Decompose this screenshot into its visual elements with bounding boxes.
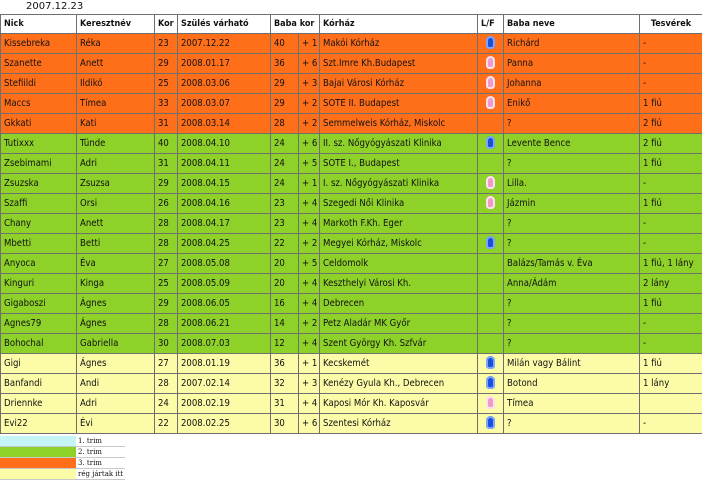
plus-sign: + [302, 237, 310, 249]
table-row [1, 254, 702, 274]
cell-baby-weeks[interactable]: 36 [271, 54, 299, 74]
cell-due-date[interactable]: 2008.04.17 [178, 214, 271, 234]
baby-girl-icon [486, 176, 495, 189]
cell-baby-name[interactable]: ? [504, 334, 640, 354]
cell-siblings[interactable]: 1 fiú, 1 lány [640, 254, 702, 274]
cell-first-name[interactable]: Adri [77, 394, 155, 414]
cell-baby-name[interactable]: ? [504, 294, 640, 314]
legend-label: 3. trim [76, 458, 125, 469]
cell-baby-days: 4 [311, 217, 318, 229]
cell-first-name[interactable]: Anett [77, 214, 155, 234]
cell-hospital[interactable]: Szt.Imre Kh.Budapest [320, 54, 478, 74]
legend-swatch [0, 469, 76, 480]
cell-hospital[interactable]: Kenézy Gyula Kh., Debrecen [320, 374, 478, 394]
cell-due-date[interactable]: 2008.04.25 [178, 234, 271, 254]
table-row [1, 74, 702, 94]
cell-due-date[interactable]: 2008.04.11 [178, 154, 271, 174]
cell-siblings[interactable]: - [640, 214, 702, 234]
color-legend [0, 436, 125, 480]
cell-baby-name[interactable]: Balázs/Tamás v. Éva [504, 254, 640, 274]
cell-baby-weeks[interactable]: 22 [271, 234, 299, 254]
cell-baby-days: 2 [311, 97, 318, 109]
cell-baby-plus[interactable] [299, 74, 320, 94]
cell-gender[interactable] [478, 374, 504, 394]
cell-gender[interactable] [478, 174, 504, 194]
cell-baby-plus[interactable] [299, 294, 320, 314]
table-row [1, 374, 702, 394]
plus-sign: + [302, 357, 310, 369]
cell-baby-weeks[interactable]: 29 [271, 74, 299, 94]
legend-label: rég jártak itt [78, 470, 124, 478]
cell-first-name[interactable]: Tünde [77, 134, 155, 154]
cell-gender[interactable] [478, 34, 504, 54]
cell-gender[interactable] [478, 54, 504, 74]
cell-siblings[interactable]: 1 fiú [640, 294, 702, 314]
table-row [1, 294, 702, 314]
plus-sign: + [302, 317, 310, 329]
cell-baby-name[interactable]: Levente Bence [504, 134, 640, 154]
cell-due-date[interactable]: 2008.05.08 [178, 254, 271, 274]
cell-age[interactable]: 29 [155, 294, 178, 314]
cell-siblings[interactable]: 2 lány [640, 274, 702, 294]
cell-gender[interactable] [478, 354, 504, 374]
cell-baby-name[interactable]: Tímea [504, 394, 640, 414]
cell-first-name[interactable]: Ágnes [77, 354, 155, 374]
table-row [1, 314, 702, 334]
cell-first-name[interactable]: Gabriella [77, 334, 155, 354]
plus-sign: + [302, 277, 310, 289]
cell-baby-weeks[interactable]: 31 [271, 394, 299, 414]
cell-first-name[interactable]: Zsuzsa [77, 174, 155, 194]
cell-baby-days: 3 [311, 77, 318, 89]
cell-baby-name[interactable]: ? [504, 114, 640, 134]
baby-girl-icon [486, 96, 495, 109]
baby-girl-icon [486, 196, 495, 209]
cell-age[interactable]: 28 [155, 214, 178, 234]
cell-baby-weeks[interactable]: 32 [271, 374, 299, 394]
cell-hospital[interactable]: Kaposi Mór Kh. Kaposvár [320, 394, 478, 414]
cell-hospital[interactable]: SOTE II. Budapest [320, 94, 478, 114]
cell-siblings[interactable]: - [640, 174, 702, 194]
cell-nick[interactable]: Stefiildi [1, 74, 77, 94]
baby-boy-icon [486, 356, 495, 369]
cell-hospital[interactable]: II. sz. Nőgyógyászati Klinika [320, 134, 478, 154]
cell-baby-plus[interactable] [299, 174, 320, 194]
cell-nick[interactable]: Chany [1, 214, 77, 234]
cell-baby-weeks[interactable]: 16 [271, 294, 299, 314]
legend-label: 2. trim [76, 447, 125, 458]
table-row [1, 394, 702, 414]
cell-gender[interactable] [478, 94, 504, 114]
cell-baby-weeks[interactable]: 20 [271, 254, 299, 274]
cell-baby-plus[interactable] [299, 34, 320, 54]
cell-first-name[interactable]: Andi [77, 374, 155, 394]
cell-baby-weeks[interactable]: 24 [271, 174, 299, 194]
cell-hospital[interactable]: I. sz. Nőgyógyászati Klinika [320, 174, 478, 194]
table-row [1, 274, 702, 294]
legend-item [0, 436, 125, 447]
cell-baby-weeks[interactable]: 29 [271, 94, 299, 114]
cell-due-date[interactable]: 2008.02.19 [178, 394, 271, 414]
cell-baby-weeks[interactable]: 28 [271, 114, 299, 134]
cell-baby-days: 6 [311, 137, 318, 149]
plus-sign: + [302, 117, 310, 129]
cell-first-name[interactable]: Adri [77, 154, 155, 174]
cell-baby-days: 5 [311, 157, 318, 169]
table-row [1, 414, 702, 434]
cell-hospital[interactable]: Szentesi Kórház [320, 414, 478, 434]
cell-nick[interactable]: Anyoca [1, 254, 77, 274]
header-row [1, 15, 702, 34]
cell-first-name[interactable]: Ágnes [77, 314, 155, 334]
cell-age[interactable]: 28 [155, 314, 178, 334]
cell-first-name[interactable]: Betti [77, 234, 155, 254]
baby-boy-icon [486, 376, 495, 389]
cell-due-date[interactable]: 2008.03.14 [178, 114, 271, 134]
cell-gender[interactable] [478, 154, 504, 174]
cell-nick[interactable]: Mbetti [1, 234, 77, 254]
cell-baby-days: 1 [311, 177, 318, 189]
cell-hospital[interactable]: Celdomolk [320, 254, 478, 274]
cell-due-date[interactable]: 2007.02.14 [178, 374, 271, 394]
cell-baby-name[interactable]: Johanna [504, 74, 640, 94]
cell-baby-plus[interactable] [299, 274, 320, 294]
cell-due-date[interactable]: 2008.02.25 [178, 414, 271, 434]
table-row [1, 354, 702, 374]
plus-sign: + [302, 297, 310, 309]
cell-siblings[interactable]: 1 fiú [640, 154, 702, 174]
table-row [1, 94, 702, 114]
cell-age[interactable]: 33 [155, 94, 178, 114]
legend-item [0, 458, 125, 469]
plus-sign: + [302, 377, 310, 389]
cell-baby-name[interactable]: Lilla. [504, 174, 640, 194]
cell-baby-name[interactable]: ? [504, 234, 640, 254]
cell-baby-name[interactable]: Anna/Ádám [504, 274, 640, 294]
cell-first-name[interactable]: Anett [77, 54, 155, 74]
cell-first-name[interactable]: Éva [77, 254, 155, 274]
cell-hospital[interactable]: Markoth F.Kh. Eger [320, 214, 478, 234]
cell-first-name[interactable]: Orsi [77, 194, 155, 214]
cell-baby-plus[interactable] [299, 154, 320, 174]
plus-sign: + [302, 197, 310, 209]
header-siblings[interactable]: Tesvérek [640, 15, 702, 34]
cell-nick[interactable]: Bohochal [1, 334, 77, 354]
cell-nick[interactable]: Kinguri [1, 274, 77, 294]
cell-baby-weeks[interactable]: 23 [271, 214, 299, 234]
cell-baby-plus[interactable] [299, 414, 320, 434]
table-body [1, 34, 702, 434]
cell-siblings[interactable]: 1 fiú [640, 94, 702, 114]
cell-gender[interactable] [478, 254, 504, 274]
legend-item [0, 447, 125, 458]
cell-age[interactable]: 27 [155, 354, 178, 374]
cell-hospital[interactable]: Debrecen [320, 294, 478, 314]
cell-baby-plus[interactable] [299, 374, 320, 394]
cell-baby-name[interactable]: ? [504, 414, 640, 434]
plus-sign: + [302, 217, 310, 229]
plus-sign: + [302, 77, 310, 89]
cell-baby-days: 4 [311, 397, 318, 409]
cell-baby-days: 2 [311, 117, 318, 129]
cell-due-date[interactable]: 2008.04.15 [178, 174, 271, 194]
cell-baby-weeks[interactable]: 23 [271, 194, 299, 214]
table-row [1, 234, 702, 254]
plus-sign: + [302, 57, 310, 69]
cell-baby-days: 3 [311, 377, 318, 389]
cell-baby-name[interactable]: ? [504, 214, 640, 234]
cell-gender[interactable] [478, 394, 504, 414]
cell-baby-plus[interactable] [299, 94, 320, 114]
header-hospital[interactable]: Kórház [320, 15, 478, 34]
baby-boy-icon [486, 236, 495, 249]
cell-due-date[interactable]: 2008.01.19 [178, 354, 271, 374]
cell-gender[interactable] [478, 414, 504, 434]
cell-siblings[interactable]: - [640, 74, 702, 94]
cell-nick[interactable]: Evi22 [1, 414, 77, 434]
cell-nick[interactable]: Driennke [1, 394, 77, 414]
cell-due-date[interactable]: 2008.01.17 [178, 54, 271, 74]
cell-baby-days: 4 [311, 297, 318, 309]
cell-due-date[interactable]: 2008.04.10 [178, 134, 271, 154]
cell-gender[interactable] [478, 234, 504, 254]
cell-gender[interactable] [478, 194, 504, 214]
cell-hospital[interactable]: Szent György Kh. Szfvár [320, 334, 478, 354]
cell-nick[interactable]: Maccs [1, 94, 77, 114]
cell-first-name[interactable]: Kati [77, 114, 155, 134]
cell-baby-weeks[interactable]: 14 [271, 314, 299, 334]
cell-nick[interactable]: Zsuzska [1, 174, 77, 194]
cell-siblings[interactable]: - [640, 234, 702, 254]
cell-nick[interactable]: Gkkati [1, 114, 77, 134]
baby-girl-icon [486, 56, 495, 69]
cell-baby-weeks[interactable]: 20 [271, 274, 299, 294]
cell-baby-weeks[interactable]: 24 [271, 134, 299, 154]
plus-sign: + [302, 97, 310, 109]
cell-gender[interactable] [478, 314, 504, 334]
plus-sign: + [302, 337, 310, 349]
cell-baby-days: 2 [311, 237, 318, 249]
cell-baby-plus[interactable] [299, 334, 320, 354]
cell-due-date[interactable]: 2008.05.09 [178, 274, 271, 294]
table-row [1, 134, 702, 154]
table-row [1, 334, 702, 354]
cell-baby-days: 4 [311, 337, 318, 349]
cell-nick[interactable]: Kissebreka [1, 34, 77, 54]
legend-swatch [0, 458, 76, 469]
cell-siblings[interactable]: - [640, 314, 702, 334]
cell-siblings[interactable]: - [640, 34, 702, 54]
cell-baby-plus[interactable] [299, 114, 320, 134]
cell-baby-weeks[interactable]: 24 [271, 154, 299, 174]
cell-hospital[interactable]: Petz Aladár MK Győr [320, 314, 478, 334]
plus-sign: + [302, 177, 310, 189]
cell-gender[interactable] [478, 134, 504, 154]
cell-hospital[interactable]: Bajai Városi Kórház [320, 74, 478, 94]
cell-baby-plus[interactable] [299, 314, 320, 334]
cell-age[interactable]: 31 [155, 114, 178, 134]
cell-hospital[interactable]: Semmelweis Kórház, Miskolc [320, 114, 478, 134]
cell-baby-name[interactable]: Enikő [504, 94, 640, 114]
cell-baby-weeks[interactable]: 12 [271, 334, 299, 354]
cell-hospital[interactable]: SOTE I., Budapest [320, 154, 478, 174]
cell-first-name[interactable]: Tímea [77, 94, 155, 114]
cell-baby-days: 2 [311, 317, 318, 329]
table-row [1, 54, 702, 74]
cell-due-date[interactable]: 2008.06.05 [178, 294, 271, 314]
table-row [1, 194, 702, 214]
cell-nick[interactable]: Szaffi [1, 194, 77, 214]
cell-baby-plus[interactable] [299, 214, 320, 234]
plus-sign: + [302, 257, 310, 269]
report-date: 2007.12.23 [26, 1, 84, 12]
cell-baby-days: 5 [311, 257, 318, 269]
cell-baby-plus[interactable] [299, 354, 320, 374]
cell-nick[interactable]: Agnes79 [1, 314, 77, 334]
cell-siblings[interactable]: 2 fiú [640, 134, 702, 154]
cell-age[interactable]: 26 [155, 194, 178, 214]
cell-age[interactable]: 28 [155, 374, 178, 394]
cell-siblings[interactable]: - [640, 414, 702, 434]
header-due-date[interactable]: Szülés várható [178, 15, 271, 34]
cell-gender[interactable] [478, 214, 504, 234]
cell-baby-name[interactable]: Richárd [504, 34, 640, 54]
header-first-name[interactable]: Keresztnév [77, 15, 155, 34]
cell-age[interactable]: 28 [155, 234, 178, 254]
cell-siblings[interactable]: 1 fiú [640, 354, 702, 374]
plus-sign: + [302, 397, 310, 409]
cell-gender[interactable] [478, 334, 504, 354]
baby-girl-icon [486, 76, 495, 89]
cell-age[interactable]: 22 [155, 414, 178, 434]
header-nick[interactable]: Nick [1, 15, 77, 34]
baby-girl-icon [486, 396, 495, 409]
cell-first-name[interactable]: Réka [77, 34, 155, 54]
cell-nick[interactable]: Zsebimami [1, 154, 77, 174]
cell-siblings[interactable]: - [640, 54, 702, 74]
cell-age[interactable]: 25 [155, 74, 178, 94]
plus-sign: + [302, 157, 310, 169]
cell-baby-plus[interactable] [299, 234, 320, 254]
cell-age[interactable]: 30 [155, 334, 178, 354]
cell-due-date[interactable]: 2008.07.03 [178, 334, 271, 354]
cell-due-date[interactable]: 2008.06.21 [178, 314, 271, 334]
cell-hospital[interactable]: Keszthelyi Városi Kh. [320, 274, 478, 294]
legend-swatch [0, 436, 76, 447]
cell-age[interactable]: 31 [155, 154, 178, 174]
cell-nick[interactable]: Szanette [1, 54, 77, 74]
cell-nick[interactable]: Gigaboszi [1, 294, 77, 314]
table-row [1, 214, 702, 234]
cell-hospital[interactable]: Kecskemét [320, 354, 478, 374]
table-row [1, 34, 702, 54]
cell-first-name[interactable]: Évi [77, 414, 155, 434]
cell-baby-plus[interactable] [299, 54, 320, 74]
cell-first-name[interactable]: Kinga [77, 274, 155, 294]
cell-due-date[interactable]: 2008.03.07 [178, 94, 271, 114]
cell-gender[interactable] [478, 274, 504, 294]
cell-baby-plus[interactable] [299, 134, 320, 154]
cell-baby-weeks[interactable]: 36 [271, 354, 299, 374]
cell-baby-days: 6 [311, 417, 318, 429]
cell-baby-days: 1 [311, 37, 318, 49]
cell-nick[interactable]: Banfandi [1, 374, 77, 394]
cell-baby-name[interactable]: Jázmin [504, 194, 640, 214]
cell-age[interactable]: 25 [155, 274, 178, 294]
cell-baby-days: 4 [311, 277, 318, 289]
cell-baby-name[interactable]: ? [504, 154, 640, 174]
cell-hospital[interactable]: Makói Kórház [320, 34, 478, 54]
cell-gender[interactable] [478, 74, 504, 94]
header-gender[interactable]: L/F [478, 15, 504, 34]
cell-baby-name[interactable]: Panna [504, 54, 640, 74]
legend-item [0, 469, 125, 480]
legend-label: 1. trim [76, 436, 125, 447]
cell-first-name[interactable]: Ildikó [77, 74, 155, 94]
cell-gender[interactable] [478, 294, 504, 314]
baby-boy-icon [486, 136, 495, 149]
cell-hospital[interactable]: Megyei Kórház, Miskolc [320, 234, 478, 254]
header-age[interactable]: Kor [155, 15, 178, 34]
baby-boy-icon [486, 36, 495, 49]
table-row [1, 174, 702, 194]
cell-age[interactable]: 23 [155, 34, 178, 54]
cell-baby-plus[interactable] [299, 194, 320, 214]
cell-baby-plus[interactable] [299, 394, 320, 414]
cell-baby-name[interactable]: Milán vagy Bálint [504, 354, 640, 374]
header-baby-age[interactable]: Baba kor [271, 15, 320, 34]
due-date-table [0, 14, 702, 434]
table-row [1, 154, 702, 174]
cell-nick[interactable]: Gigi [1, 354, 77, 374]
cell-first-name[interactable]: Ágnes [77, 294, 155, 314]
cell-baby-plus[interactable] [299, 254, 320, 274]
cell-due-date[interactable]: 2007.12.22 [178, 34, 271, 54]
plus-sign: + [302, 417, 310, 429]
cell-siblings[interactable]: 1 fiú [640, 194, 702, 214]
cell-gender[interactable] [478, 114, 504, 134]
plus-sign: + [302, 37, 310, 49]
header-baby-name[interactable]: Baba neve [504, 15, 640, 34]
cell-baby-name[interactable]: Botond [504, 374, 640, 394]
cell-age[interactable]: 40 [155, 134, 178, 154]
cell-due-date[interactable]: 2008.03.06 [178, 74, 271, 94]
cell-siblings[interactable]: 2 fiú [640, 114, 702, 134]
cell-due-date[interactable]: 2008.04.16 [178, 194, 271, 214]
cell-baby-weeks[interactable]: 30 [271, 414, 299, 434]
cell-baby-name[interactable]: ? [504, 314, 640, 334]
cell-age[interactable]: 24 [155, 394, 178, 414]
legend-swatch [0, 447, 76, 458]
cell-baby-days: 6 [311, 57, 318, 69]
cell-baby-days: 4 [311, 197, 318, 209]
cell-nick[interactable]: Tutixxx [1, 134, 77, 154]
baby-boy-icon [486, 416, 495, 429]
cell-age[interactable]: 29 [155, 174, 178, 194]
cell-age[interactable]: 27 [155, 254, 178, 274]
cell-siblings[interactable]: 1 lány [640, 374, 702, 394]
cell-baby-days: 1 [311, 357, 318, 369]
cell-age[interactable]: 29 [155, 54, 178, 74]
cell-hospital[interactable]: Szegedi Női Klinika [320, 194, 478, 214]
cell-baby-weeks[interactable]: 40 [271, 34, 299, 54]
plus-sign: + [302, 137, 310, 149]
cell-siblings[interactable]: - [640, 334, 702, 354]
cell-siblings[interactable] [640, 394, 702, 414]
table-row [1, 114, 702, 134]
